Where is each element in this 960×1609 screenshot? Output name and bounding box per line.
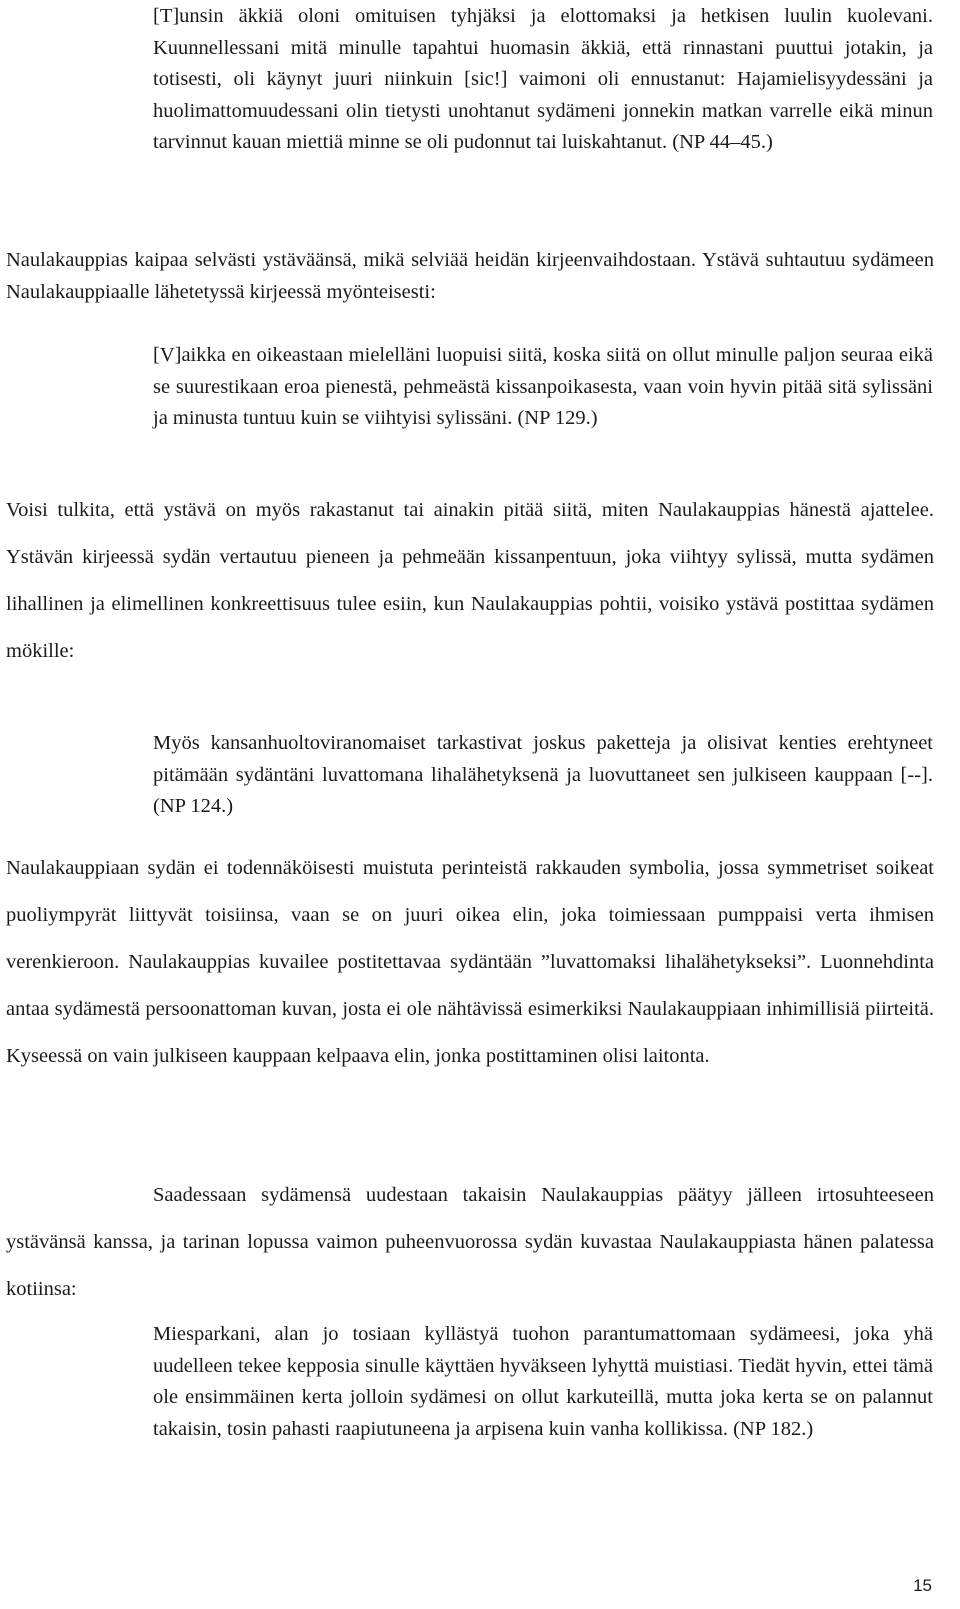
paragraph-1: Naulakauppias kaipaa selvästi ystäväänsä, mikä selviää heidän kirjeenvaihdostaan. Ystävä suhtautuu sydämeen Naulakauppiaalle lähetetyssä kirjeessä myönteisesti:	[6, 249, 934, 303]
paragraph-3: Naulakauppiaan sydän ei todennäköisesti muistuta perinteistä rakkauden symbolia, jossa symmetriset soikeat puoliympyrät liittyvät toisiinsa, vaan se on juuri oikea elin, joka toimiessaan pumppaisi verta ihmisen verenkieroon. Naulakauppias kuvailee postitettavaa sydäntään ”luvattomaksi lihalähetykseksi”. Luonnehdinta antaa sydämestä persoonattoman kuvan, josta ei ole nähtävissä esimerkiksi Naulakauppiaan inhimillisiä piirteitä. Kyseessä on vain julkiseen kauppaan kelpaava elin, jonka postittaminen olisi laitonta.	[6, 857, 934, 1067]
page-number: 15	[913, 1576, 932, 1595]
paragraph-2: Voisi tulkita, että ystävä on myös rakastanut tai ainakin pitää siitä, miten Naulakauppias hänestä ajattelee. Ystävän kirjeessä sydän vertautuu pieneen ja pehmeään kissanpentuun, joka viihtyy sylissä, mutta sydämen lihallinen ja elimellinen konkreettisuus tulee esiin, kun Naulakauppias pohtii, voisiko ystävä postittaa sydämen mökille:	[6, 499, 934, 662]
paragraph-4: Saadessaan sydämensä uudestaan takaisin Naulakauppias päätyy jälleen irtosuhteeseen ystävänsä kanssa, ja tarinan lopussa vaimon puheenvuorossa sydän kuvastaa Naulakauppiasta hänen palatessa kotiinsa:	[6, 1184, 934, 1300]
block-quote-4: Miesparkani, alan jo tosiaan kyllästyä tuohon parantumattomaan sydämeesi, joka yhä uudelleen tekee kepposia sinulle käyttäen hyväkseen lyhyttä muistiasi. Tiedät hyvin, ettei tämä ole ensimmäinen kerta jolloin sydämesi on ollut karkuteillä, mutta joka kerta se on palannut takaisin, tosin pahasti raapiutuneena ja arpisena kuin vanha kollikissa. (NP 182.)	[153, 1323, 933, 1440]
block-quote-1: [T]unsin äkkiä oloni omituisen tyhjäksi ja elottomaksi ja hetkisen luulin kuolevani. Kuunnellessani mitä minulle tapahtui huomasin äkkiä, että rinnastani puuttui jotakin, ja totisesti, oli käynyt juuri niinkuin [sic!] vaimoni oli ennustanut: Hajamielisyydessäni ja huolimattomuudessani olin tietysti unohtanut sydämeni jonnekin matkan varrelle eikä minun tarvinnut kauan miettiä minne se oli pudonnut tai luiskahtanut. (NP 44–45.)	[153, 5, 933, 153]
block-quote-2: [V]aikka en oikeastaan mielelläni luopuisi siitä, koska siitä on ollut minulle paljon seuraa eikä se suurestikaan eroa pienestä, pehmeästä kissanpoikasesta, vaan voin hyvin pitää sitä sylissäni ja minusta tuntuu kuin se viihtyisi sylissäni. (NP 129.)	[153, 344, 933, 429]
block-quote-3: Myös kansanhuoltoviranomaiset tarkastivat joskus paketteja ja olisivat kenties erehtyneet pitämään sydäntäni luvattomana lihalähetyksenä ja luovuttaneet sen julkiseen kauppaan [--]. (NP 124.)	[153, 732, 933, 817]
